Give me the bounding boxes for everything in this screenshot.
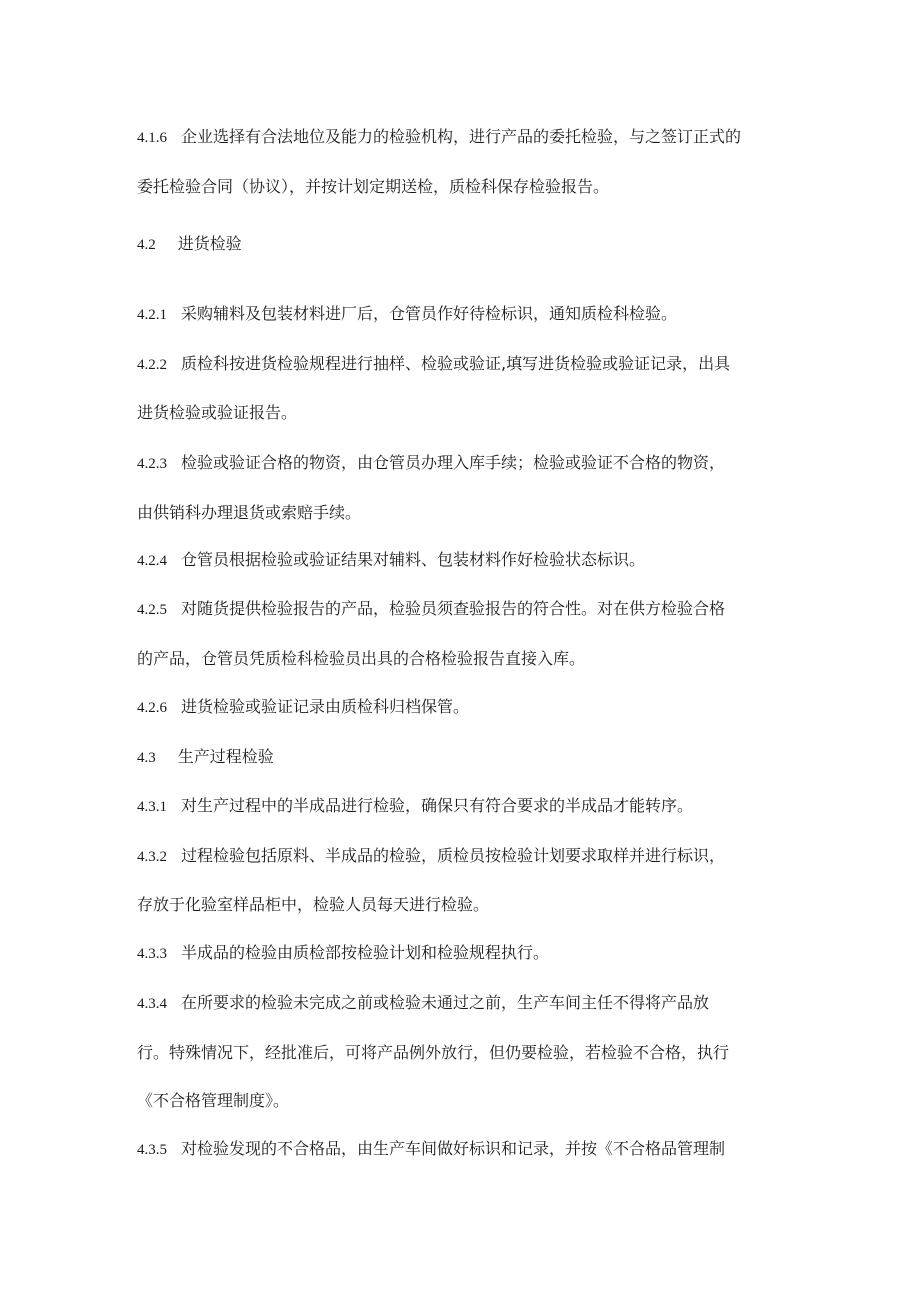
section-number: 4.2.4: [137, 553, 167, 569]
section-number: 4.3.5: [137, 1142, 167, 1158]
paragraph-4-3-2-line-1: [137, 846, 725, 867]
paragraph-4-2-3-line-2: [137, 503, 361, 523]
section-number: 4.2.6: [137, 700, 167, 716]
section-number: 4.2.3: [137, 456, 167, 472]
paragraph-text: 进货检验或验证报告。: [137, 403, 298, 422]
paragraph-4-2-3-line-1: [137, 453, 725, 474]
section-number: 4.3: [137, 750, 156, 766]
paragraph-text: 的产品，仓管员凭质检科检验员出具的合格检验报告直接入库。: [137, 649, 586, 668]
paragraph-4-2-2-line-2: [137, 403, 297, 423]
paragraph-4-2-1-line-1: [137, 304, 677, 325]
section-heading-4-3: [137, 747, 274, 768]
paragraph-4-3-4-line-3: [137, 1091, 289, 1111]
paragraph-text: 采购辅料及包装材料进厂后，仓管员作好待检标识，通知质检科检验。: [181, 304, 678, 323]
paragraph-4-3-1-line-1: [137, 796, 693, 817]
paragraph-4-2-5-line-2: [137, 649, 585, 669]
paragraph-text: 过程检验包括原料、半成品的检验，质检员按检验计划要求取样并进行标识，: [181, 846, 726, 865]
paragraph-text: 企业选择有合法地位及能力的检验机构，进行产品的委托检验，与之签订正式的: [181, 127, 742, 146]
paragraph-text: 检验或验证合格的物资，由仓管员办理入库手续；检验或验证不合格的物资，: [181, 453, 726, 472]
paragraph-4-2-2-line-1: [137, 354, 730, 375]
paragraph-text: 质检科按进货检验规程进行抽样、检验或验证,填写进货检验或验证记录，出具: [181, 354, 731, 373]
paragraph-4-3-4-line-2: [137, 1043, 729, 1063]
paragraph-4-1-6-line-1: [137, 127, 741, 148]
paragraph-4-2-6-line-1: [137, 697, 469, 718]
paragraph-text: 行。特殊情况下，经批准后，可将产品例外放行，但仍要检验，若检验不合格，执行: [137, 1043, 730, 1062]
section-number: 4.2.1: [137, 307, 167, 323]
paragraph-text: 对随货提供检验报告的产品，检验员须查验报告的符合性。对在供方检验合格: [181, 599, 726, 618]
paragraph-4-3-4-line-1: [137, 993, 709, 1014]
paragraph-text: 对生产过程中的半成品进行检验，确保只有符合要求的半成品才能转序。: [181, 796, 694, 815]
section-heading-4-2: [137, 234, 242, 255]
paragraph-text: 半成品的检验由质检部按检验计划和检验规程执行。: [181, 943, 550, 962]
paragraph-text: 在所要求的检验未完成之前或检验未通过之前，生产车间主任不得将产品放: [181, 993, 710, 1012]
section-number: 4.3.3: [137, 946, 167, 962]
section-number: 4.3.1: [137, 799, 167, 815]
paragraph-text: 仓管员根据检验或验证结果对辅料、包装材料作好检验状态标识。: [181, 550, 646, 569]
section-number: 4.2: [137, 237, 156, 253]
paragraph-4-3-2-line-2: [137, 895, 489, 915]
section-title: 生产过程检验: [177, 747, 274, 766]
paragraph-text: 由供销科办理退货或索赔手续。: [137, 503, 362, 522]
paragraph-text: 进货检验或验证记录由质检科归档保管。: [181, 697, 470, 716]
section-number: 4.2.5: [137, 602, 167, 618]
paragraph-4-1-6-line-2: [137, 177, 609, 197]
section-number: 4.3.2: [137, 849, 167, 865]
paragraph-4-2-4-line-1: [137, 550, 645, 571]
paragraph-4-3-5-line-1: [137, 1139, 725, 1160]
section-number: 4.3.4: [137, 996, 167, 1012]
paragraph-text: 委托检验合同（协议），并按计划定期送检，质检科保存检验报告。: [137, 177, 610, 196]
section-number: 4.1.6: [137, 130, 167, 146]
paragraph-4-2-5-line-1: [137, 599, 725, 620]
section-title: 进货检验: [177, 234, 242, 253]
section-number: 4.2.2: [137, 357, 167, 373]
paragraph-text: 《不合格管理制度》。: [137, 1091, 290, 1110]
paragraph-text: 对检验发现的不合格品，由生产车间做好标识和记录，并按《不合格品管理制: [181, 1139, 726, 1158]
paragraph-text: 存放于化验室样品柜中，检验人员每天进行检验。: [137, 895, 490, 914]
paragraph-4-3-3-line-1: [137, 943, 549, 964]
